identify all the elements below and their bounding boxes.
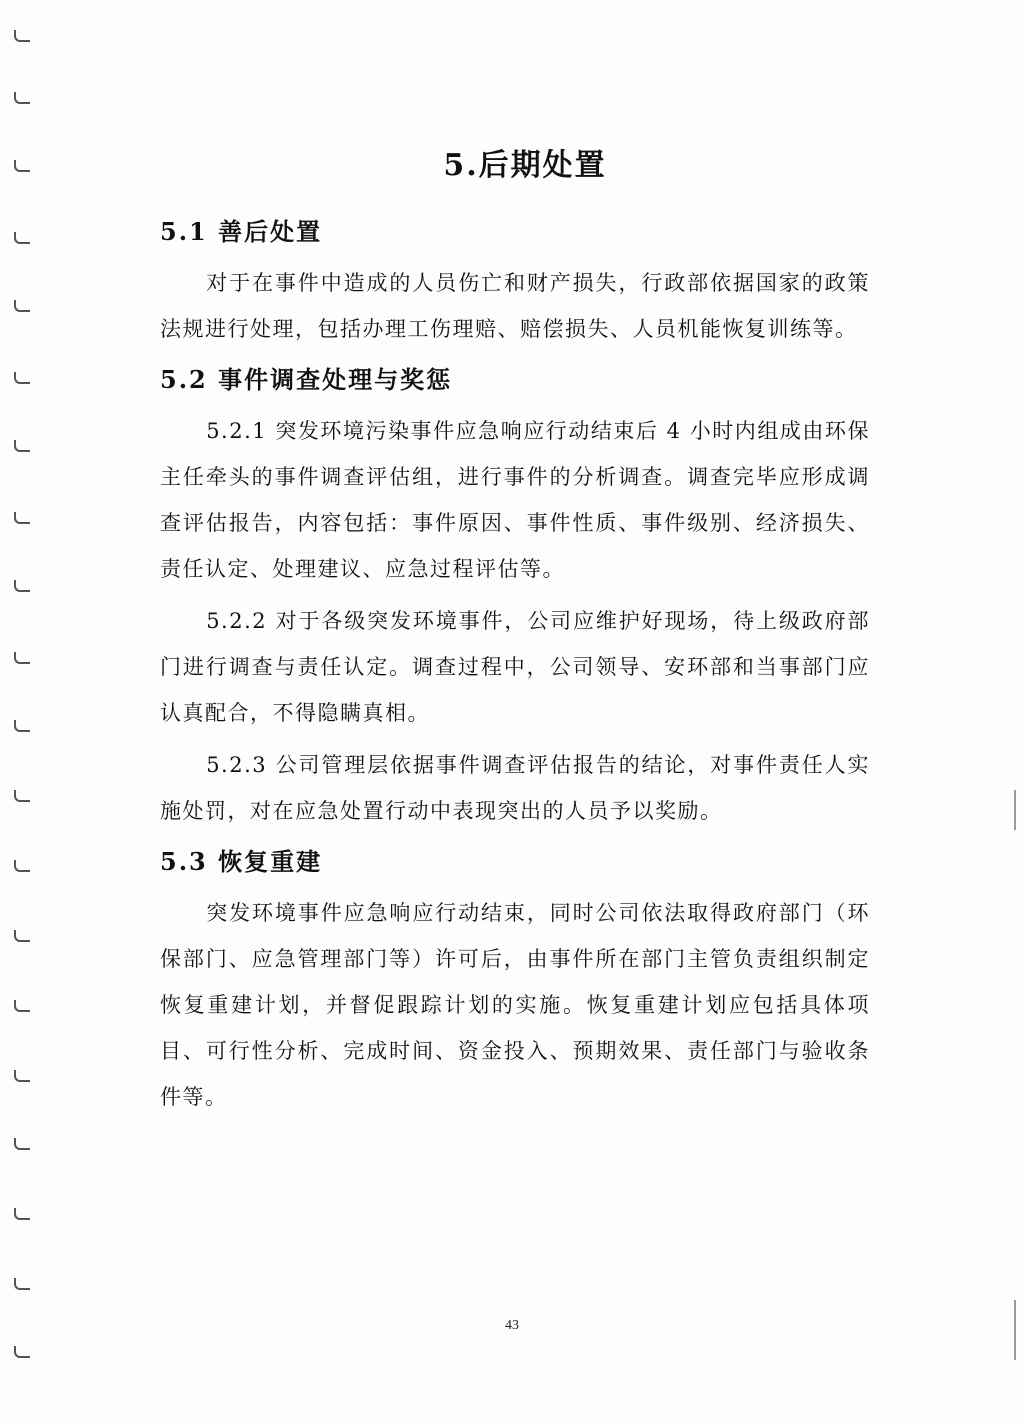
binding-mark	[14, 372, 30, 384]
binding-mark	[14, 930, 30, 942]
binding-mark	[14, 30, 30, 42]
scan-edge-mark	[1014, 790, 1016, 830]
binding-mark	[14, 652, 30, 664]
binding-mark	[14, 92, 30, 104]
binding-mark	[14, 232, 30, 244]
binding-mark	[14, 512, 30, 524]
paragraph: 5.2.1 突发环境污染事件应急响应行动结束后 4 小时内组成由环保主任牵头的事件调查评估组，进行事件的分析调查。调查完毕应形成调查评估报告，内容包括：事件原因、事件性质、事件级别、经济损失、责任认定、处理建议、应急过程评估等。	[160, 419, 870, 581]
paragraph: 突发环境事件应急响应行动结束，同时公司依法取得政府部门（环保部门、应急管理部门等）许可后，由事件所在部门主管负责组织制定恢复重建计划，并督促跟踪计划的实施。恢复重建计划应包括具体项目、可行性分析、完成时间、资金投入、预期效果、责任部门与验收条件等。	[160, 901, 870, 1109]
binding-mark	[14, 790, 30, 802]
binding-mark	[14, 580, 30, 592]
binding-mark	[14, 860, 30, 872]
binding-mark	[14, 440, 30, 452]
section-heading: 5.2 事件调查处理与奖惩	[160, 365, 453, 394]
binding-mark	[14, 160, 30, 172]
binding-mark	[14, 1208, 30, 1220]
binding-mark	[14, 1000, 30, 1012]
paragraph: 对于在事件中造成的人员伤亡和财产损失，行政部依据国家的政策法规进行处理，包括办理工伤理赔、赔偿损失、人员机能恢复训练等。	[160, 271, 870, 341]
binding-mark	[14, 1346, 30, 1358]
binding-mark	[14, 720, 30, 732]
page-number: 43	[505, 1318, 519, 1333]
binding-mark	[14, 300, 30, 312]
binding-marks	[0, 0, 40, 1422]
binding-mark	[14, 1070, 30, 1082]
section-heading: 5.3 恢复重建	[160, 847, 323, 876]
document-body	[160, 140, 870, 1126]
chapter-title: 5.后期处置	[443, 148, 607, 183]
section-heading: 5.1 善后处置	[160, 217, 323, 246]
paragraph: 5.2.2 对于各级突发环境事件，公司应维护好现场，待上级政府部门进行调查与责任认定。调查过程中，公司领导、安环部和当事部门应认真配合，不得隐瞒真相。	[160, 609, 870, 725]
paragraph: 5.2.3 公司管理层依据事件调查评估报告的结论，对事件责任人实施处罚，对在应急处置行动中表现突出的人员予以奖励。	[160, 753, 870, 823]
binding-mark	[14, 1278, 30, 1290]
binding-mark	[14, 1138, 30, 1150]
